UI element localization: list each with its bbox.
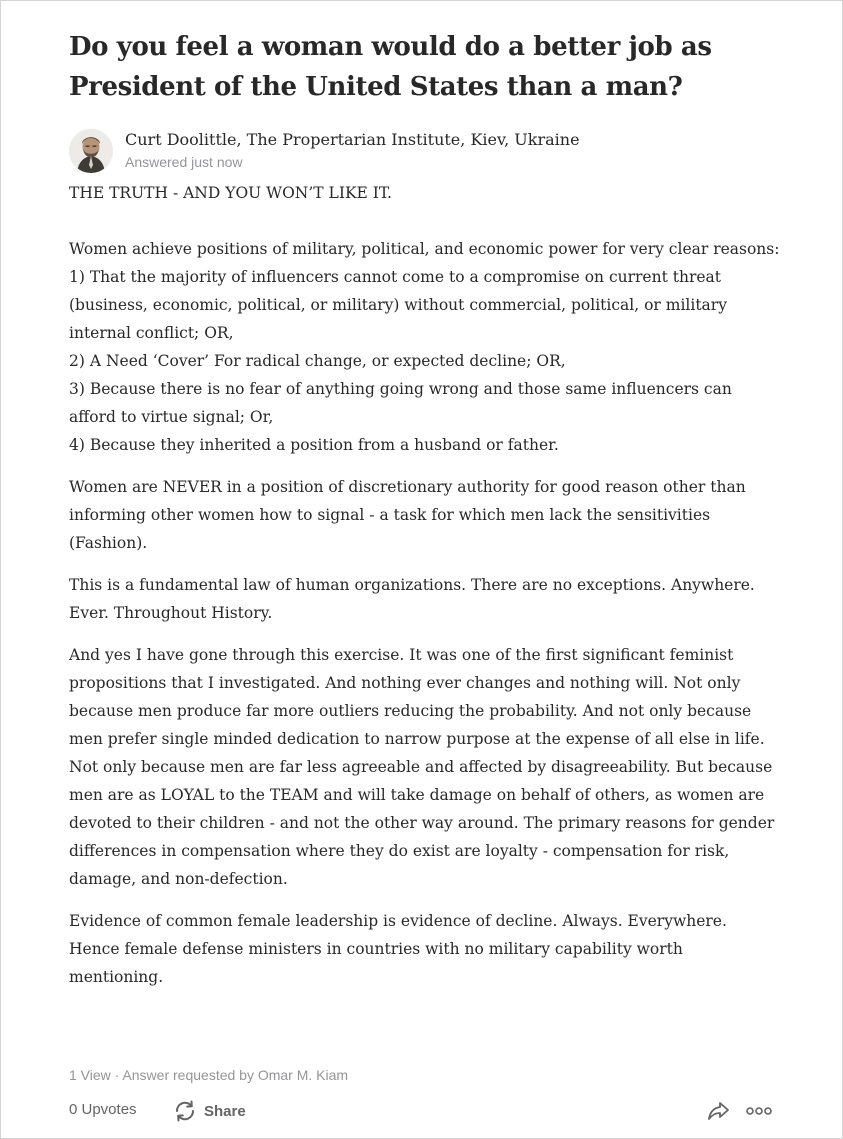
reason-item: 4) Because they inherited a position from a husband or father. [69,436,559,454]
author-portrait-icon [69,129,113,173]
share-button[interactable] [173,1097,246,1125]
answer-stats[interactable]: 1 View · Answer requested by Omar M. Kiam [69,1067,349,1083]
author-avatar[interactable] [69,129,113,173]
answer-content [69,27,781,1005]
reason-item: 3) Because there is no fear of anything going wrong and those same influencers can afford to virtue signal; Or, [69,380,732,426]
share-arrows-icon [173,1100,197,1122]
reason-item: 1) That the majority of influencers cannot come to a compromise on current threat (business, economic, political, or military) without commercial, political, or military internal conflict; OR, [69,268,727,342]
action-bar [69,1097,775,1125]
answered-timestamp[interactable]: Answered just now [125,154,243,170]
answer-paragraph: This is a fundamental law of human organizations. There are no exceptions. Anywhere. Ever. Throughout History. [69,576,755,622]
reasons-paragraph [69,235,781,459]
more-options-icon[interactable] [746,1106,772,1116]
answer-headline: THE TRUTH - AND YOU WON’T LIKE IT. [69,184,392,202]
author-row [69,129,781,185]
share-label: Share [204,1102,246,1120]
answer-paragraph: Women are NEVER in a position of discretionary authority for good reason other than informing other women how to signal - a task for which men lack the sensitivities (Fashion). [69,478,746,552]
question-title[interactable]: Do you feel a woman would do a better job as President of the United States than a man? [69,32,712,102]
answer-paragraph: Evidence of common female leadership is evidence of decline. Always. Everywhere. Hence female defense ministers in countries with no military capability worth mentioning. [69,912,727,986]
upvotes-count[interactable]: 0 Upvotes [69,1101,137,1118]
reasons-intro: Women achieve positions of military, political, and economic power for very clear reasons: [69,240,780,258]
reason-item: 2) A Need ‘Cover’ For radical change, or expected decline; OR, [69,352,566,370]
answer-paragraph: And yes I have gone through this exercise. It was one of the first significant feminist propositions that I investigated. And nothing ever changes and nothing will. Not only because men produce far more outliers reducing the probability. And not only because men prefer single minded dedication to narrow purpose at the expense of all else in life. Not only because men are far less agreeable and affected by disagreeability. But because men are as LOYAL to the TEAM and will take damage on behalf of others, as women are devoted to their children - and not the other way around. The primary reasons for gender differences in compensation where they do exist are loyalty - compensation for risk, damage, and non-defection. [69,646,775,888]
forward-icon[interactable] [707,1100,731,1122]
author-name[interactable]: Curt Doolittle, The Propertarian Institute, Kiev, Ukraine [125,130,580,149]
answer-body [69,179,781,991]
